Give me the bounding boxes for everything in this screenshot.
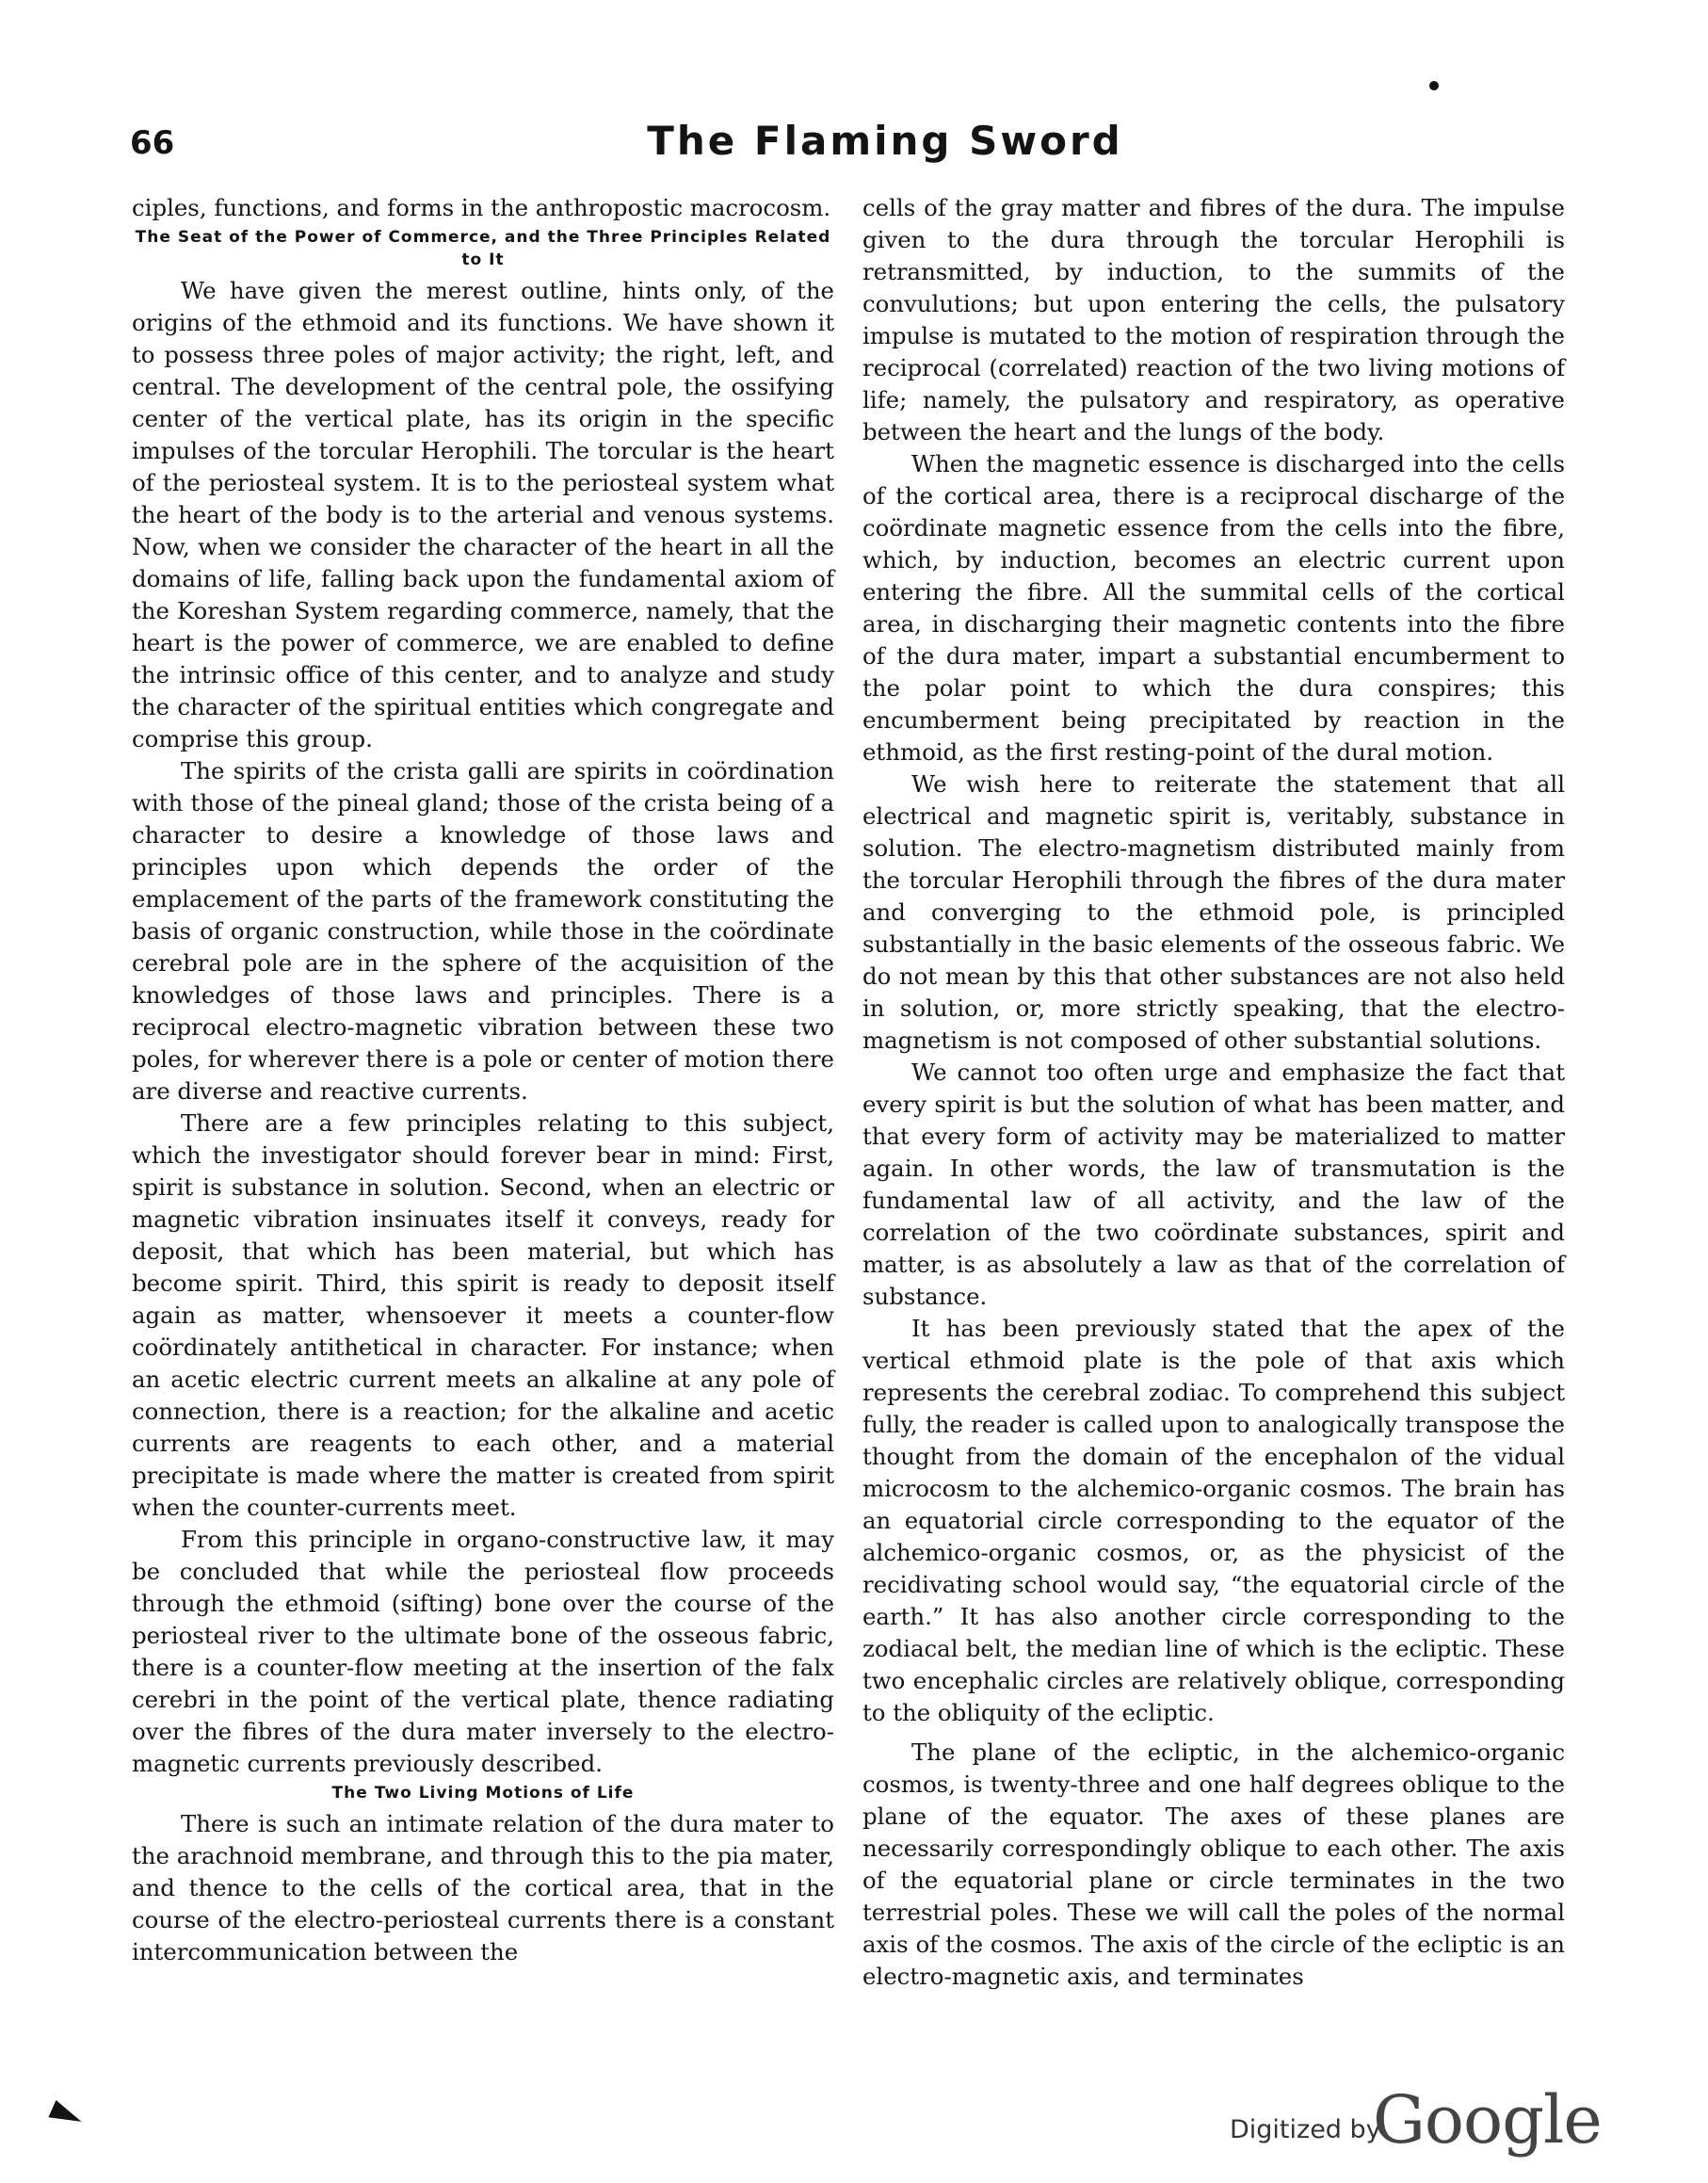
- digitized-by-label: Digitized by: [1230, 2115, 1381, 2144]
- paragraph: The plane of the ecliptic, in the alchemico-organic cosmos, is twenty-three and one half degrees oblique to the plane of the equator. The axes of these planes are necessarily correspondingly oblique to each other. The axis of the equatorial plane or circle terminates in the two terrestrial poles. These we will call the poles of the normal axis of the cosmos. The axis of the circle of the ecliptic is an electro-magnetic axis, and terminates: [862, 1738, 1565, 1990]
- paragraph: There are a few principles relating to this subject, which the investigator should forever bear in mind: First, spirit is substance in solution. Second, when an electric or magnetic vibration insinuates itself it conveys, ready for deposit, that which has been material, but which has become spirit. Third, this spirit is ready to deposit itself again as matter, whensoever it meets a counter-flow coördinately antithetical in character. For instance; when an acetic electric current meets an alkaline at any pole of connection, there is a reaction; for the alkaline and acetic currents are reagents to each other, and a material precipitate is made where the matter is created from spirit when the counter-currents meet.: [132, 1109, 834, 1521]
- paragraph: We cannot too often urge and emphasize the fact that every spirit is but the solution of what has been matter, and that every form of activity may be materialized to matter again. In other words, the law of transmutation is the fundamental law of all activity, and the law of the correlation of the two coördinate substances, spirit and matter, is as absolutely a law as that of the correlation of substance.: [862, 1059, 1565, 1310]
- ink-dot: [1429, 81, 1439, 90]
- arrow-icon: [48, 2100, 85, 2130]
- google-logo: Google: [1373, 2081, 1602, 2159]
- paragraph: We wish here to reiterate the statement that all electrical and magnetic spirit is, veritably, substance in solution. The electro-magnetism distributed mainly from the torcular Herophili through the fibres of the dura mater and converging to the ethmoid pole, is principled substantially in the basic elements of the osseous fabric. We do not mean by this that other substances are not also held in solution, or, more strictly speaking, that the electro-magnetism is not composed of other substantial solutions.: [862, 770, 1565, 1054]
- paragraph: The spirits of the crista galli are spirits in coördination with those of the pineal gland; those of the crista being of a character to desire a knowledge of those laws and principles upon which depends the order of the emplacement of the parts of the framework constituting the basis of organic construction, while those in the coördinate cerebral pole are in the sphere of the acquisition of the knowledges of those laws and principles. There is a reciprocal electro-magnetic vibration between these two poles, for wherever there is a pole or center of motion there are diverse and reactive currents.: [132, 757, 834, 1105]
- right-column: [862, 192, 1565, 1993]
- paragraph: When the magnetic essence is discharged into the cells of the cortical area, there is a reciprocal discharge of the coördinate magnetic essence from the cells into the fibre, which, by induction, becomes an electric current upon entering the fibre. All the summital cells of the cortical area, in discharging their magnetic contents into the fibre of the dura mater, impart a substantial encumberment to the polar point to which the dura conspires; this encumberment being precipitated by reaction in the ethmoid, as the first resting-point of the dural motion.: [862, 450, 1565, 766]
- left-column: [132, 192, 834, 1968]
- paragraph: We have given the merest outline, hints only, of the origins of the ethmoid and its functions. We have shown it to possess three poles of major activity; the right, left, and central. The development of the central pole, the ossifying center of the vertical plate, has its origin in the specific impulses of the torcular Herophili. The torcular is the heart of the periosteal system. It is to the periosteal system what the heart of the body is to the arterial and venous systems. Now, when we consider the character of the heart in all the domains of life, falling back upon the fundamental axiom of the Koreshan System regarding commerce, namely, that the heart is the power of commerce, we are enabled to define the intrinsic office of this center, and to analyze and study the character of the spiritual entities which congregate and comprise this group.: [132, 277, 834, 752]
- paragraph: It has been previously stated that the apex of the vertical ethmoid plate is the pole of that axis which represents the cerebral zodiac. To comprehend this subject fully, the reader is called upon to analogically transpose the thought from the domain of the encephalon of the vidual microcosm to the alchemico-organic cosmos. The brain has an equatorial circle corresponding to the equator of the alchemico-organic cosmos, or, as the physicist of the recidivating school would say, “the equatorial circle of the earth.” It has also another circle corresponding to the zodiacal belt, the median line of which is the ecliptic. These two encephalic circles are relatively oblique, corresponding to the obliquity of the ecliptic.: [862, 1315, 1565, 1726]
- paragraph: ciples, functions, and forms in the anthropostic macrocosm.: [132, 194, 831, 221]
- paragraph: There is such an intimate relation of the dura mater to the arachnoid membrane, and through this to the pia mater, and thence to the cells of the cortical area, that in the course of the electro-periosteal currents there is a constant intercommunication between the: [132, 1810, 834, 1965]
- running-title: The Flaming Sword: [647, 118, 1123, 164]
- paragraph: From this principle in organo-constructive law, it may be concluded that while the periosteal flow proceeds through the ethmoid (sifting) bone over the course of the periosteal river to the ultimate bone of the osseous fabric, there is a counter-flow meeting at the insertion of the falx cerebri in the point of the vertical plate, thence radiating over the fibres of the dura mater inversely to the electro-magnetic currents previously described.: [132, 1526, 834, 1777]
- page-number: 66: [130, 124, 175, 162]
- section-heading: The Two Living Motions of Life: [331, 1784, 635, 1803]
- paragraph: cells of the gray matter and fibres of the dura. The impulse given to the dura through the torcular Herophili is retransmitted, by induction, to the summits of the convulutions; but upon entering the cells, the pulsatory impulse is mutated to the motion of respiration through the reciprocal (correlated) reaction of the two living motions of life; namely, the pulsatory and respiratory, as operative between the heart and the lungs of the body.: [862, 194, 1565, 445]
- section-heading: The Seat of the Power of Commerce, and the Three Principles Related to It: [135, 228, 831, 269]
